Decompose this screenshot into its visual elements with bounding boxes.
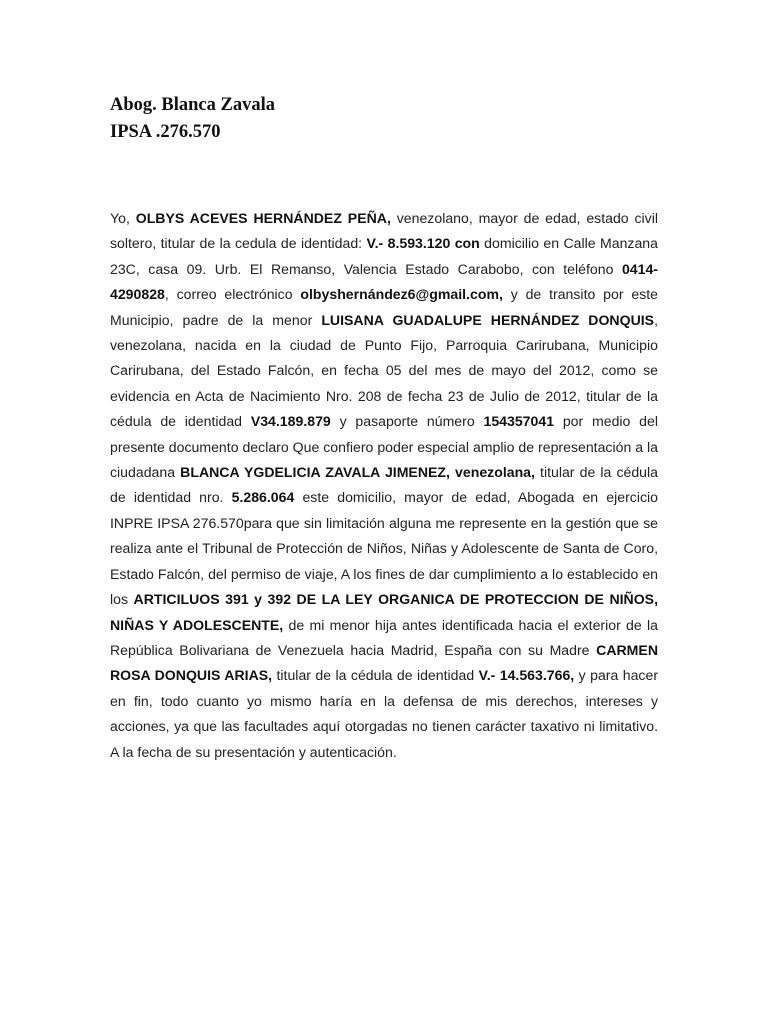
text-run: Yo, — [110, 210, 136, 226]
text-run: titular de la cédula de identidad nro. — [110, 464, 658, 506]
mother-id-number: V.- 14.563.766, — [478, 667, 575, 684]
power-of-attorney-paragraph — [110, 206, 658, 765]
letterhead — [110, 92, 275, 146]
attorney-id-number: 5.286.064 — [231, 489, 295, 506]
law-articles: ARTICILUOS 391 y 392 DE LA LEY ORGANICA DE PROTECCION DE NIÑOS, NIÑAS Y ADOLESCENTE, — [110, 591, 658, 633]
text-run: , venezolana, nacida en la ciudad de Punto Fijo, Parroquia Carirubana, Municipio Carirubana, del Estado Falcón, en fecha 05 del mes de mayo del 2012, como se evidencia en Acta de Nacimiento Nro. 208 de fecha 23 de Julio de 2012, titular de la cédula de identidad — [110, 311, 658, 430]
text-run: venezolano, mayor de edad, estado civil soltero, titular de la cedula de identidad: — [110, 210, 658, 252]
ipsa-number: IPSA .276.570 — [110, 122, 221, 142]
text-run: y de transito por este Municipio, padre de la menor — [110, 286, 658, 328]
text-run: este domicilio, mayor de edad, Abogada en ejercicio INPRE IPSA 276.570para que sin limitación alguna me represente en la gestión que se realiza ante el Tribunal de Protección de Niños, Niñas y Adolescente de Santa de Coro, Estado Falcón, del permiso de viaje, A los fines de dar cumplimiento a lo establecido en los — [110, 489, 658, 608]
text-run: y para hacer en fin, todo cuanto yo mismo haría en la defensa de mis derechos, intereses y acciones, ya que las facultades aquí otorgadas no tienen carácter taxativo ni limitativo. A la fecha de su presentación y autenticación. — [110, 667, 659, 760]
minor-name: LUISANA GUADALUPE HERNÁNDEZ DONQUIS — [321, 311, 655, 328]
text-run: domicilio en Calle Manzana 23C, casa 09. Urb. El Remanso, Valencia Estado Carabobo, con teléfono — [110, 235, 658, 277]
text-run: por medio del presente documento declaro Que confiero poder especial amplio de representación a la ciudadana — [110, 413, 658, 481]
minor-id-number: V34.189.879 — [250, 413, 331, 430]
text-run: de mi menor hija antes identificada hacia el exterior de la República Bolivariana de Venezuela hacia Madrid, España con su Madre — [110, 616, 659, 658]
lawyer-name: Abog. Blanca Zavala — [110, 95, 275, 115]
grantor-email: olbyshernández6@gmail.com, — [300, 286, 503, 303]
grantor-phone: 0414-4290828 — [110, 260, 658, 303]
text-run: titular de la cédula de identidad — [272, 667, 479, 684]
attorney-name: BLANCA YGDELICIA ZAVALA JIMENEZ, venezolana, — [180, 464, 535, 481]
text-run: , correo electrónico — [164, 286, 301, 303]
minor-passport-number: 154357041 — [483, 413, 555, 430]
text-run: y pasaporte número — [330, 413, 484, 430]
mother-name: CARMEN ROSA DONQUIS ARIAS, — [110, 641, 658, 684]
grantor-name: OLBYS ACEVES HERNÁNDEZ PEÑA, — [135, 210, 391, 226]
grantor-id-number: V.- 8.593.120 con — [366, 235, 480, 252]
